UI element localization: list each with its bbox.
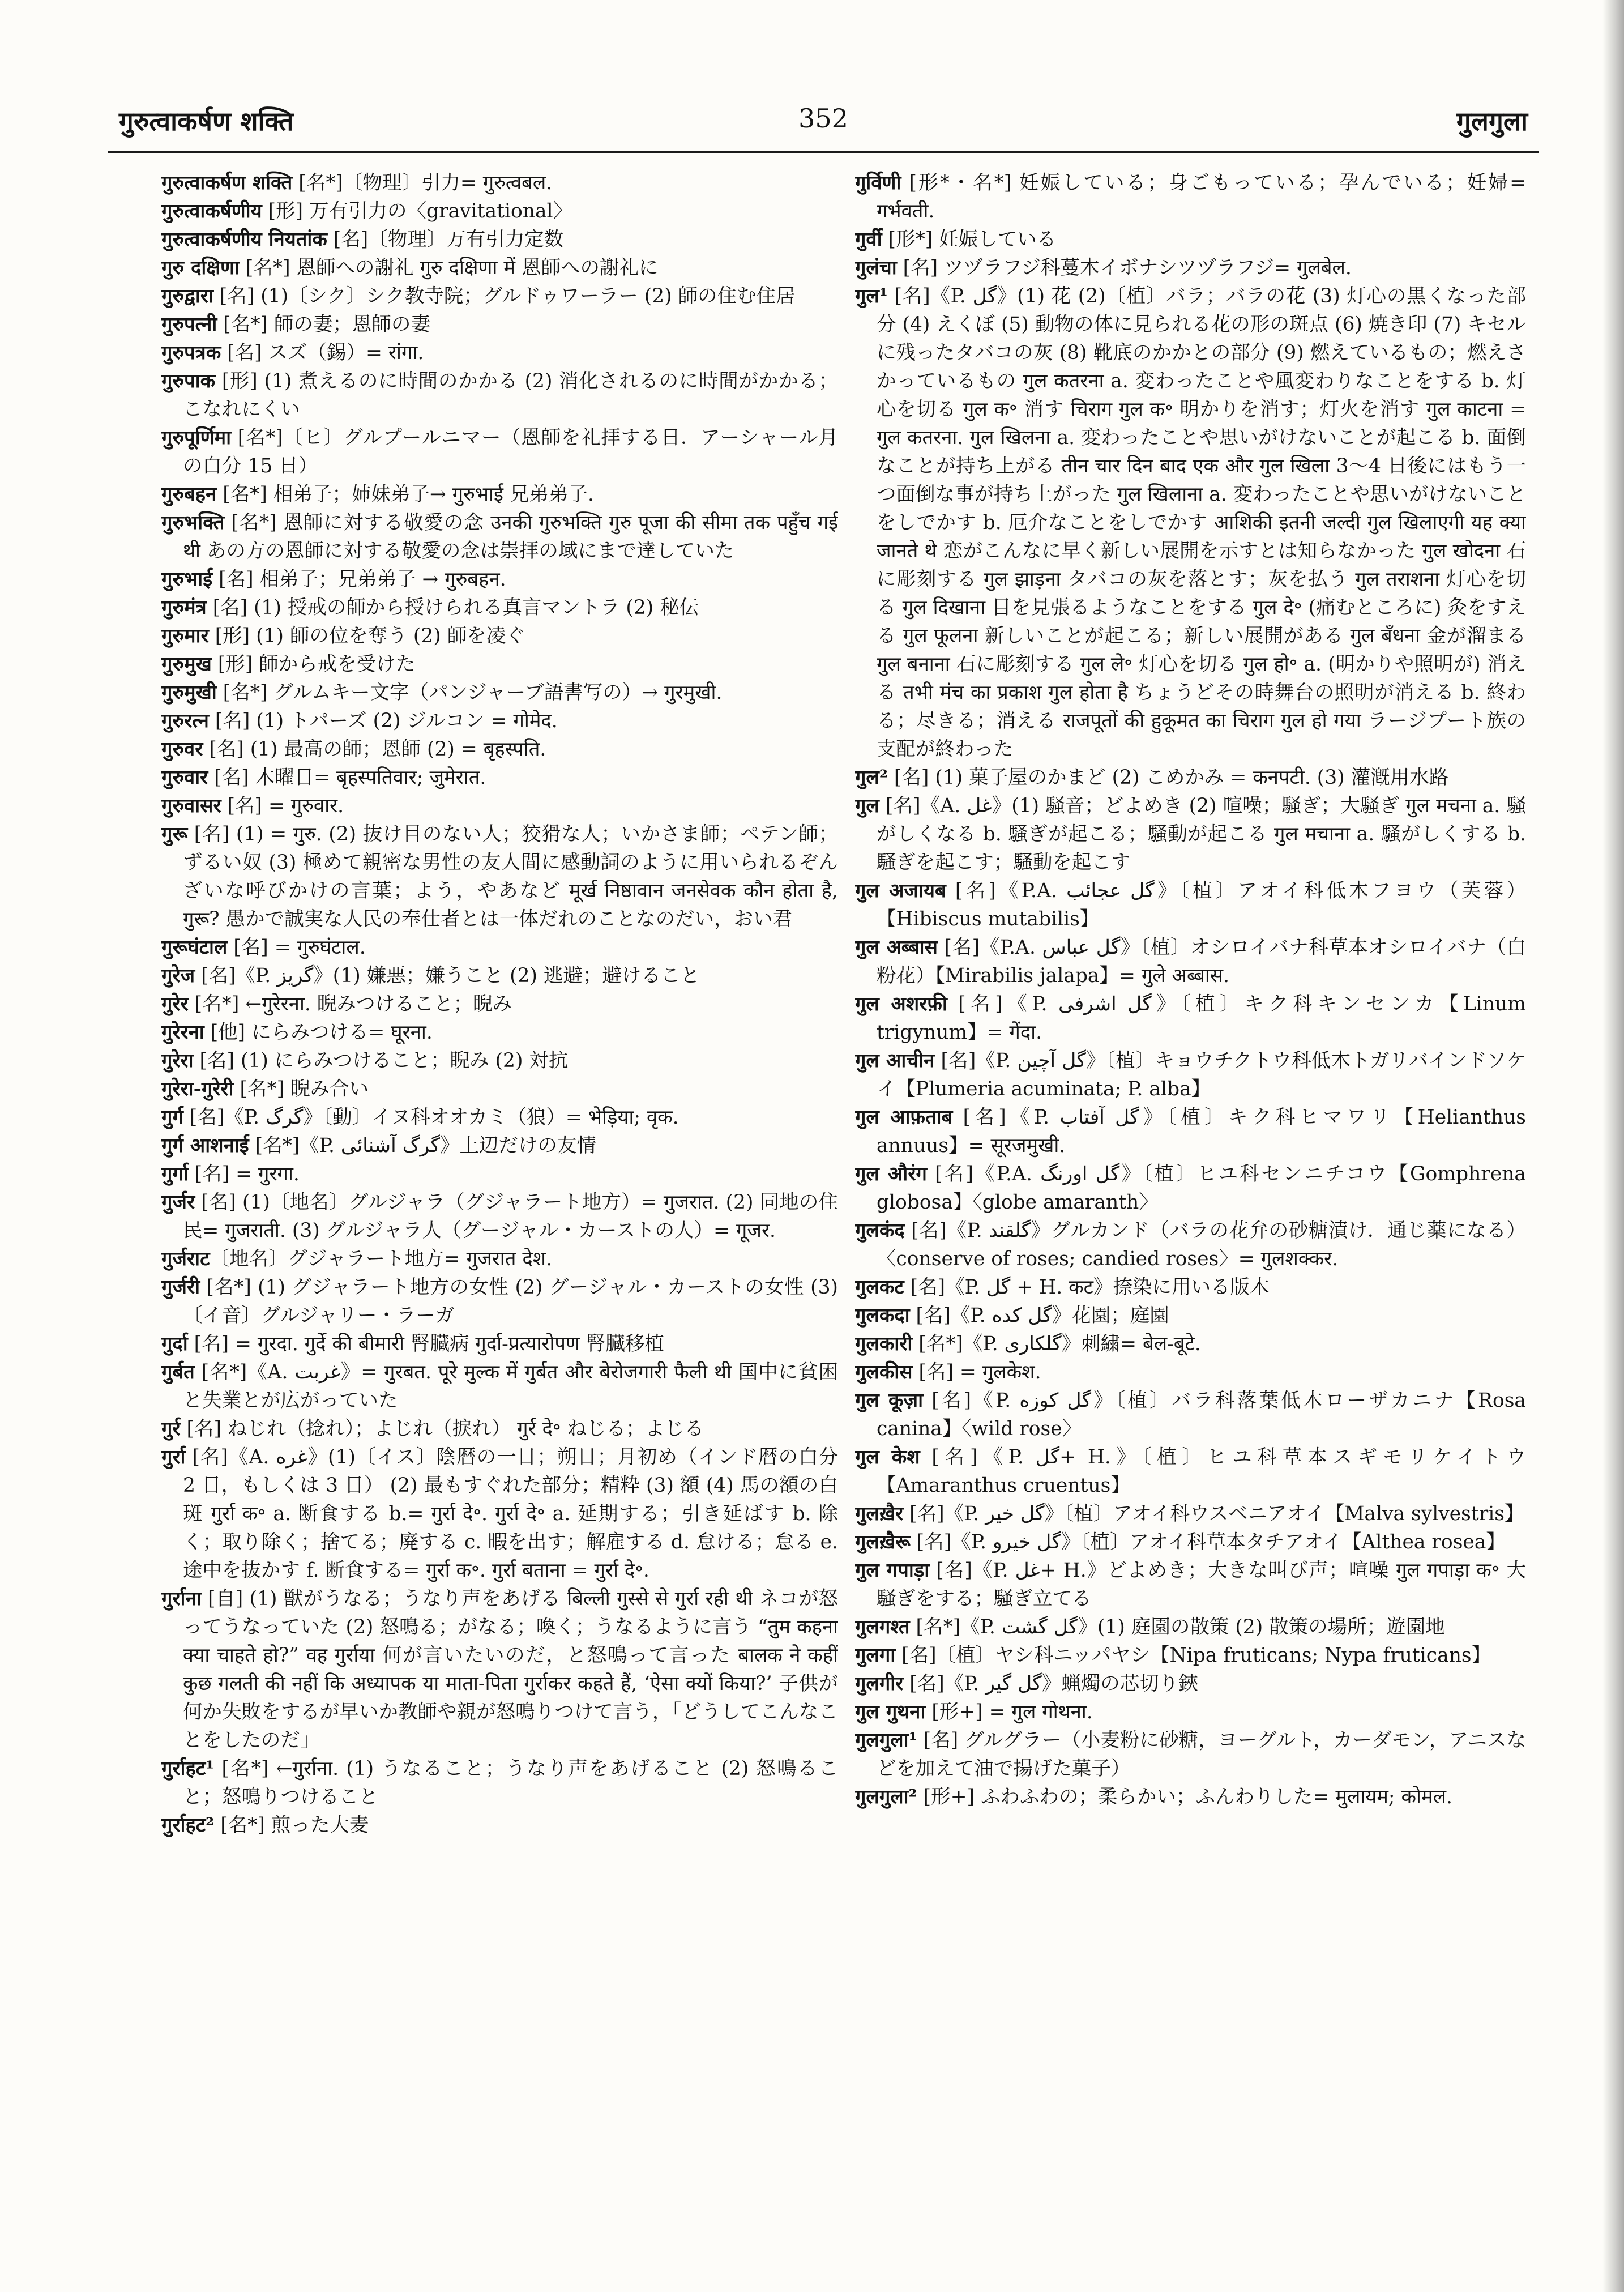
entry-headword: गुर्राहट¹ (161, 1757, 215, 1780)
dictionary-entry (855, 1528, 1526, 1556)
entry-definition: [名]《P. گل + H. कट》捺染に用いる版木 (904, 1276, 1270, 1299)
dictionary-entry (855, 1301, 1526, 1330)
entry-definition: [形] 万有引力の〈gravitational〉 (262, 200, 573, 223)
entry-definition: [名*] グルムキー文字（パンジャーブ語書写の）→ गुरमुखी. (216, 681, 723, 704)
entry-definition: [名]《P. گل خیر》〔植〕アオイ科ウスベニアオイ【Malva sylvestris】 (903, 1503, 1524, 1525)
entry-headword: गुल केश (855, 1446, 920, 1469)
entry-headword: गुलकंद (855, 1219, 905, 1242)
entry-definition: [名] (1) トパーズ (2) ジルコン = गोमेद. (208, 710, 558, 732)
entry-headword: गुर्ग (161, 1106, 183, 1129)
dictionary-entry (161, 707, 838, 735)
dictionary-entry (161, 339, 838, 367)
dictionary-entry (855, 225, 1526, 254)
entry-headword: गुर्जराट (161, 1248, 210, 1270)
dictionary-entry (161, 933, 838, 962)
entry-headword: गुर्जर (161, 1191, 195, 1214)
entry-headword: गुरुपत्नी (161, 313, 217, 336)
dictionary-entry (855, 990, 1526, 1047)
entry-definition: [名] (1)〔シク〕シク教寺院；グルドゥワーラー (2) 師の住む住居 (213, 285, 796, 308)
entry-headword: गुरुवासर (161, 795, 221, 817)
entry-definition: [形] 師から戒を受けた (211, 653, 416, 676)
entry-headword: गुरुरत्न (161, 710, 209, 732)
dictionary-entry (161, 650, 838, 678)
entry-definition: [名] = गुरुघंटाल. (227, 936, 366, 959)
entry-definition: [名]《P. گل اشرفی》〔植〕キク科キンセンカ【Linum trigynum】= गेंदा. (876, 993, 1526, 1044)
entry-definition: [名]《P.A. گل عباس》〔植〕オシロイバナ科草本オシロイバナ（白粉花）【Mirabilis jalapa】= गुले अब्बास. (876, 936, 1526, 987)
entry-definition: [名] ねじれ（捻れ）；よじれ（捩れ） गुर्र दे॰ ねじる；よじる (180, 1418, 704, 1440)
entry-definition: [名*] 煎った大麦 (214, 1814, 369, 1837)
entry-headword: गुरुमार (161, 625, 209, 647)
entry-definition: [名]《P. غل+ H.》どよめき；大きな叫び声；喧噪 गुल गपाड़ा क॰ 大騒ぎをする；騒ぎ立てる (876, 1559, 1526, 1610)
entry-headword: गुर्दा (161, 1333, 188, 1355)
entry-headword: गुरेरना (161, 1021, 204, 1044)
dictionary-entry (161, 197, 838, 225)
entry-headword: गुल अब्बास (855, 936, 938, 959)
dictionary-entry (161, 1811, 838, 1839)
entry-definition: [形] (1) 師の位を奪う (2) 師を凌ぐ (208, 625, 525, 647)
dictionary-entry (855, 1273, 1526, 1301)
entry-headword: गुरूघंटाल (161, 936, 228, 959)
entry-definition: [他] にらみつける= घूरना. (204, 1021, 433, 1044)
entry-headword: गुलकदा (855, 1304, 910, 1327)
entry-headword: गुल² (855, 766, 888, 789)
dictionary-entry (161, 763, 838, 792)
entry-headword: गुरुद्वारा (161, 285, 213, 308)
entry-headword: गुरुत्वाकर्षणीय (161, 200, 262, 223)
entry-definition: [名] (1) = गुरु. (2) 抜け目のない人；狡猾な人；いかさま師；ペテン師；ずるい奴 (3) 極めて親密な男性の友人間に感動詞のように用いられるぞんざいな呼びかけの言葉；よう，やあなど मूर्ख निष्ठावान जनसेवक कौन होता है, गुरू? 愚かで誠実な人民の奉仕者とは一体だれのことなのだい，おい君 (182, 823, 838, 931)
entry-definition: [名]《P. گلقند》グルカンド（バラの花弁の砂糖漬け．通じ薬になる）〈conserve of roses; candied roses〉= गुलशक्कर. (876, 1219, 1526, 1270)
entry-definition: [名] = गुलकेश. (912, 1361, 1041, 1384)
entry-headword: गुरुमुखी (161, 681, 217, 704)
entry-definition: [名]《P. گرگ》〔動〕イヌ科オオカミ（狼）= भेड़िया; वृक. (183, 1106, 679, 1129)
dictionary-entry (855, 877, 1526, 933)
entry-headword: गुल (855, 795, 879, 817)
entry-definition: [名]《P. گریز》(1) 嫌悪；嫌うこと (2) 逃避；避けること (195, 964, 700, 987)
dictionary-entry (161, 1443, 838, 1585)
entry-definition: [名*]《P. گل گشت》(1) 庭園の散策 (2) 散策の場所；遊園地 (909, 1616, 1445, 1638)
dictionary-entry (855, 1556, 1526, 1613)
entry-definition: [名*] 師の妻；恩師の妻 (217, 313, 430, 336)
entry-definition: [名]《P. گل گیر》蝋燭の芯切り鋏 (903, 1672, 1198, 1695)
entry-headword: गुलख़ैरू (855, 1531, 911, 1553)
entry-definition: [名*]《A. غربت》= गुरबत. पूरे मुल्क में गुर्बत और बेरोजगारी फैली थी 国中に貧困と失業とが広がっていた (182, 1361, 838, 1412)
entry-definition: [名] 木曜日= बृहस्पतिवार; जुमेरात. (208, 766, 486, 789)
dictionary-entry (161, 565, 838, 594)
dictionary-entry (161, 792, 838, 820)
entry-headword: गुल अशरफ़ी (855, 993, 947, 1015)
dictionary-entry (161, 424, 838, 480)
entry-definition: [名]《P. گل+ H.》〔植〕ヒユ科草本スギモリケイトウ【Amaranthus cruentus】 (876, 1446, 1526, 1497)
entry-definition: [名]《P. گل آچین》〔植〕キョウチクトウ科低木トガリバインドソケイ【Plumeria acuminata; P. alba】 (876, 1049, 1526, 1100)
dictionary-entry (161, 1755, 838, 1811)
entry-definition: [名]《P.A. گل عجائب》〔植〕アオイ科低木フヨウ（芙蓉）【Hibiscus mutabilis】 (876, 880, 1526, 931)
dictionary-entry (161, 1047, 838, 1075)
entry-headword: गुरुपत्रक (161, 342, 221, 364)
dictionary-entry (855, 254, 1526, 282)
entry-definition: [自] (1) 獣がうなる；うなり声をあげる बिल्ली गुस्से से गुर्रा रही थी ネコが怒ってうなっていた (2) 怒鳴る；がなる；喚く；うなるように言う “तुम कहना क्या चाहते हो?” वह गुर्राया 何が言いたいのだ，と怒鳴って言った बालक ने कहीं कुछ गलती की नहीं कि अध्यापक या माता-पिता गुर्राकर कहते हैं, ‘ऐसा क्यों किया?’ 子供が何か失敗をするが早いか教師や親が怒鳴りつけて言う，「どうしてこんなことをしたのだ」 (182, 1587, 838, 1752)
entry-definition: [名]《P. گل خیرو》〔植〕アオイ科草本タチアオイ【Althea rosea】 (910, 1531, 1506, 1553)
dictionary-entry (855, 1783, 1526, 1811)
entry-headword: गुलकट (855, 1276, 904, 1299)
entry-headword: गुलख़ैर (855, 1503, 904, 1525)
entry-definition: [形*・名*] 妊娠している；身ごもっている；孕んでいる；妊婦= गर्भवती. (876, 172, 1526, 223)
entry-headword: गुर्विणी (855, 172, 901, 194)
dictionary-entry (855, 1613, 1526, 1641)
dictionary-entry (161, 1103, 838, 1132)
dictionary-entry (855, 282, 1526, 763)
dictionary-entry (855, 1641, 1526, 1670)
dictionary-entry (161, 1132, 838, 1160)
dictionary-entry (161, 225, 838, 254)
entry-definition: [名]《A. غل》(1) 騒音；どよめき (2) 喧噪；騒ぎ；大騒ぎ गुल मचना a. 騒がしくなる b. 騒ぎが起こる；騒動が起こる गुल मचाना a. 騒がしくする b. 騒ぎを起こす；騒動を起こす (876, 795, 1526, 874)
entry-headword: गुल आफ़ताब (855, 1106, 953, 1129)
dictionary-entry (161, 962, 838, 990)
entry-definition: [名*] 恩師に対する敬愛の念 उनकी गुरुभक्ति गुरु पूजा की सीमा तक पहुँच गई थी あの方の恩師に対する敬愛の念は崇拝の域にまで達していた (182, 511, 838, 562)
page-edge-shadow (1602, 0, 1624, 2292)
dictionary-entry (855, 1330, 1526, 1358)
dictionary-entry (161, 254, 838, 282)
entry-definition: [名]《P. گل کوزه》〔植〕バラ科落葉低木ローザカニナ【Rosa canina】〈wild rose〉 (876, 1389, 1526, 1440)
entry-definition: [名*] 睨み合い (233, 1078, 369, 1100)
entry-definition: [名*]《P. گرگ آشنائی》上辺だけの友情 (249, 1134, 596, 1157)
dictionary-entry (855, 1698, 1526, 1726)
dictionary-entry (855, 1103, 1526, 1160)
dictionary-entry (855, 169, 1526, 225)
page-number: 352 (798, 103, 848, 134)
entry-headword: गुरुबहन (161, 483, 217, 506)
dictionary-entry (161, 1415, 838, 1443)
entry-headword: गुल¹ (855, 285, 888, 308)
dictionary-entry (855, 1160, 1526, 1217)
entry-headword: गुल आचीन (855, 1049, 935, 1072)
dictionary-entry (855, 1726, 1526, 1783)
dictionary-entry (161, 282, 838, 310)
entry-headword: गुरेज (161, 964, 195, 987)
entry-definition: [名] スズ（錫）= रांगा. (221, 342, 424, 364)
entry-headword: गुरु दक्षिणा (161, 257, 240, 279)
entry-definition: [名]《P. گل کده》花園；庭園 (909, 1304, 1169, 1327)
entry-definition: [名] (1) 菓子屋のかまど (2) こめかみ = कनपटी. (3) 灌漑用水路 (887, 766, 1449, 789)
entry-definition: [名*] ←गुरेरना. 睨みつけること；睨み (188, 993, 512, 1015)
dictionary-entry (161, 169, 838, 197)
dictionary-entry (161, 310, 838, 339)
entry-headword: गुल गुथना (855, 1701, 926, 1723)
entry-headword: गुरुभाई (161, 568, 213, 591)
entry-definition: [名] = गुरदा. गुर्दे की बीमारी 腎臓病 गुर्दा-प्रत्यारोपण 腎臓移植 (187, 1333, 664, 1355)
entry-headword: गुर्राहट² (161, 1814, 215, 1837)
dictionary-entry (161, 1358, 838, 1415)
entry-headword: गुल गपाड़ा (855, 1559, 930, 1582)
right-column (855, 169, 1526, 2219)
dictionary-entry (855, 1500, 1526, 1528)
entry-definition: [名] (1) 授戒の師から授けられる真言マントラ (2) 秘伝 (206, 596, 699, 619)
page-header (119, 96, 1528, 147)
dictionary-entry (855, 1047, 1526, 1103)
dictionary-entry (161, 1018, 838, 1047)
entry-headword: गुरुमंत्र (161, 596, 207, 619)
entry-definition: [名*] 相弟子；姉妹弟子→ गुरुभाई 兄弟弟子. (216, 483, 594, 506)
dictionary-entry (855, 933, 1526, 990)
entry-definition: [名] (1) 最高の師；恩師 (2) = बृहस्पति. (203, 738, 546, 761)
entry-definition: [名] 相弟子；兄弟弟子 → गुरुबहन. (212, 568, 506, 591)
entry-headword: गुरुभक्ति (161, 511, 225, 534)
entry-headword: गुर्वी (855, 228, 882, 251)
dictionary-entry (855, 1386, 1526, 1443)
dictionary-entry (161, 1585, 838, 1755)
entry-definition: [名*]〔物理〕引力= गुरुत्वबल. (292, 172, 553, 194)
entry-headword: गुरुत्वाकर्षणीय नियतांक (161, 228, 327, 251)
entry-headword: गुरेरा-गुरेरी (161, 1078, 234, 1100)
dictionary-entry (161, 990, 838, 1018)
entry-headword: गुर्जरी (161, 1276, 200, 1299)
dictionary-entry (161, 622, 838, 650)
entry-headword: गुर्गा (161, 1163, 189, 1185)
entry-definition: [名]《P. گل》(1) 花 (2)〔植〕バラ；バラの花 (3) 灯心の黒くなった部分 (4) えくぼ (5) 動物の体に見られる花の形の斑点 (6) 焼き印 (7) キセルに残ったタバコの灰 (8) 靴底のかかとの部分 (9) 燃えているもの；燃えさかっているもの गुल कतरना a. 変わったことや風変わりなことをする b. 灯心を切る गुल क॰ 消す चिराग गुल क॰ 明かりを消す；灯火を消す गुल काटना = गुल कतरना. गुल खिलना a. 変わったことや思いがけないことが起こる b. 面倒なことが持ち上がる तीन चार दिन बाद एक और गुल खिला 3〜4 日後にはもう一つ面倒な事が持ち上がった गुल खिलाना a. 変わったことや思いがけないことをしでかす b. 厄介なことをしでかす आशिकी इतनी जल्दी गुल खिलाएगी यह क्या जानते थे 恋がこんなに早く新しい展開を示すとは知らなかった गुल खोदना 石に彫刻する गुल झाड़ना タバコの灰を落とす；灰を払う गुल तराशना 灯心を切る गुल दिखाना 目を見張るようなことをする गुल दे॰ (痛むところに) 灸をすえる गुल फूलना 新しいことが起こる；新しい展開がある गुल बँधना 金が溜まる गुल बनाना 石に彫刻する गुल ले॰ 灯心を切る गुल हो॰ a. (明かりや照明が) 消える तभी मंच का प्रकाश गुल होता है ちょうどその時舞台の照明が消える b. 終わる；尽きる；消える राजपूतों की हुकूमत का चिराग गुल हो गया ラージプート族の支配が終わった (876, 285, 1526, 761)
dictionary-entry (161, 1273, 838, 1330)
entry-headword: गुर्रा (161, 1446, 186, 1469)
entry-headword: गुरेरा (161, 1049, 194, 1072)
dictionary-entry (161, 367, 838, 424)
dictionary-entry (161, 594, 838, 622)
entry-headword: गुर्ग आशनाई (161, 1134, 249, 1157)
entry-headword: गुल अजायब (855, 880, 946, 902)
dictionary-entry (161, 1245, 838, 1273)
entry-headword: गुलंचा (855, 257, 897, 279)
entry-headword: गुलगुला² (855, 1786, 917, 1808)
entry-headword: गुर्र (161, 1418, 181, 1440)
dictionary-entry (855, 792, 1526, 877)
left-column (161, 169, 838, 2219)
entry-headword: गुलगुला¹ (855, 1729, 917, 1752)
entry-definition: [形*] 妊娠している (882, 228, 1057, 251)
entry-definition: [名]《P. گل آفتاب》〔植〕キク科ヒマワリ【Helianthus annuus】= सूरजमुखी. (876, 1106, 1526, 1157)
entry-headword: गुरुपूर्णिमा (161, 426, 232, 449)
dictionary-entry (161, 735, 838, 763)
entry-definition: [名]《A. غره》(1)〔イス〕陰暦の一日；朔日；月初め（インド暦の白分 2 日，もしくは 3 日） (2) 最もすぐれた部分；精粋 (3) 額 (4) 馬の額の白斑 गुर्रा क॰ a. 断食する b.= गुर्रा दे॰. गुर्रा दे॰ a. 延期する；引き延ばす b. 除く；取り除く；捨てる；廃する c. 暇を出す；解雇する d. 怠ける；怠る e. 途中を抜かす f. 断食する= गुर्रा क॰. गुर्रा बताना = गुर्रा दे॰. (182, 1446, 838, 1582)
entry-definition: [名*] 恩師への謝礼 गुरु दक्षिणा में 恩師への謝礼に (239, 257, 659, 279)
entry-definition: [名*] (1) グジャラート地方の女性 (2) グージャル・カーストの女性 (3)〔イ音〕グルジャリー・ラーガ (182, 1276, 838, 1327)
entry-headword: गुलगीर (855, 1672, 904, 1695)
entry-definition: [名] (1)〔地名〕グルジャラ（グジャラート地方）= गुजरात. (2) 同地の住民= गुजराती. (3) グルジャラ人（グージャル・カーストの人）= गूजर. (182, 1191, 838, 1242)
dictionary-entry (855, 1670, 1526, 1698)
entry-definition: [形+] = गुल गोथना. (925, 1701, 1093, 1723)
entry-headword: गुरुमुख (161, 653, 212, 676)
entry-definition: [名]〔植〕ヤシ科ニッパヤシ【Nipa fruticans; Nypa fruticans】 (895, 1644, 1491, 1667)
dictionary-entry (161, 1188, 838, 1245)
dictionary-entry (161, 1075, 838, 1103)
entry-definition: [名*]〔ヒ〕グルプールニマー（恩師を礼拝する日．アーシャール月の白分 15 日） (182, 426, 838, 477)
dictionary-entry (161, 678, 838, 707)
entry-headword: गुरू (161, 823, 188, 846)
dictionary-entry (855, 763, 1526, 792)
entry-headword: गुल औरंग (855, 1163, 927, 1185)
entry-headword: गुलगा (855, 1644, 896, 1667)
entry-definition: [名]〔物理〕万有引力定数 (327, 228, 564, 251)
dictionary-entry (161, 1330, 838, 1358)
entry-definition: [名*] ←गुर्राना. (1) うなること；うなり声をあげること (2) 怒鳴ること；怒鳴りつけること (182, 1757, 838, 1808)
entry-definition: 〔地名〕グジャラート地方= गुजरात देश. (210, 1248, 553, 1270)
dictionary-entry (161, 820, 838, 933)
entry-definition: [形] (1) 煮えるのに時間のかかる (2) 消化されるのに時間がかかる；こなれにくい (182, 370, 838, 421)
entry-headword: गुल कूज़ा (855, 1389, 924, 1412)
dictionary-entry (855, 1443, 1526, 1500)
entry-headword: गुरुत्वाकर्षण शक्ति (161, 172, 293, 194)
entry-definition: [名] グルグラー（小麦粉に砂糖，ヨーグルト，カーダモン，アニスなどを加えて油で揚げた菓子） (876, 1729, 1526, 1780)
entry-headword: गुर्बत (161, 1361, 195, 1384)
entry-definition: [形+] ふわふわの；柔らかい；ふんわりした= मुलायम; कोमल. (917, 1786, 1452, 1808)
entry-headword: गुलकीस (855, 1361, 913, 1384)
dictionary-entry (161, 509, 838, 565)
entry-headword: गुरुवर (161, 738, 203, 761)
entry-definition: [名] = गुरुवार. (221, 795, 344, 817)
entry-headword: गुरेर (161, 993, 189, 1015)
dictionary-entry (161, 480, 838, 509)
entry-definition: [名] ツヅラフジ科蔓木イボナシツヅラフジ= गुलबेल. (896, 257, 1352, 279)
dictionary-entry (855, 1217, 1526, 1273)
dictionary-entry (855, 1358, 1526, 1386)
header-last-entry: गुलगुला (1456, 106, 1528, 136)
header-rule (108, 151, 1539, 153)
entry-headword: गुरुपाक (161, 370, 216, 392)
dictionary-entry (161, 1160, 838, 1188)
entry-definition: [名] (1) にらみつけること；睨み (2) 対抗 (193, 1049, 569, 1072)
entry-headword: गुलगश्त (855, 1616, 910, 1638)
entry-definition: [名*]《P. گلکاری》刺繍= बेल-बूटे. (912, 1333, 1201, 1355)
entry-definition: [名] = गुरगा. (188, 1163, 300, 1185)
entry-headword: गुलकारी (855, 1333, 913, 1355)
entry-definition: [名]《P.A. گل اورنگ》〔植〕ヒユ科センニチコウ【Gomphrena globosa】〈globe amaranth〉 (876, 1163, 1526, 1214)
entry-headword: गुर्राना (161, 1587, 202, 1610)
entry-headword: गुरुवार (161, 766, 208, 789)
header-first-entry: गुरुत्वाकर्षण शक्ति (119, 106, 294, 136)
